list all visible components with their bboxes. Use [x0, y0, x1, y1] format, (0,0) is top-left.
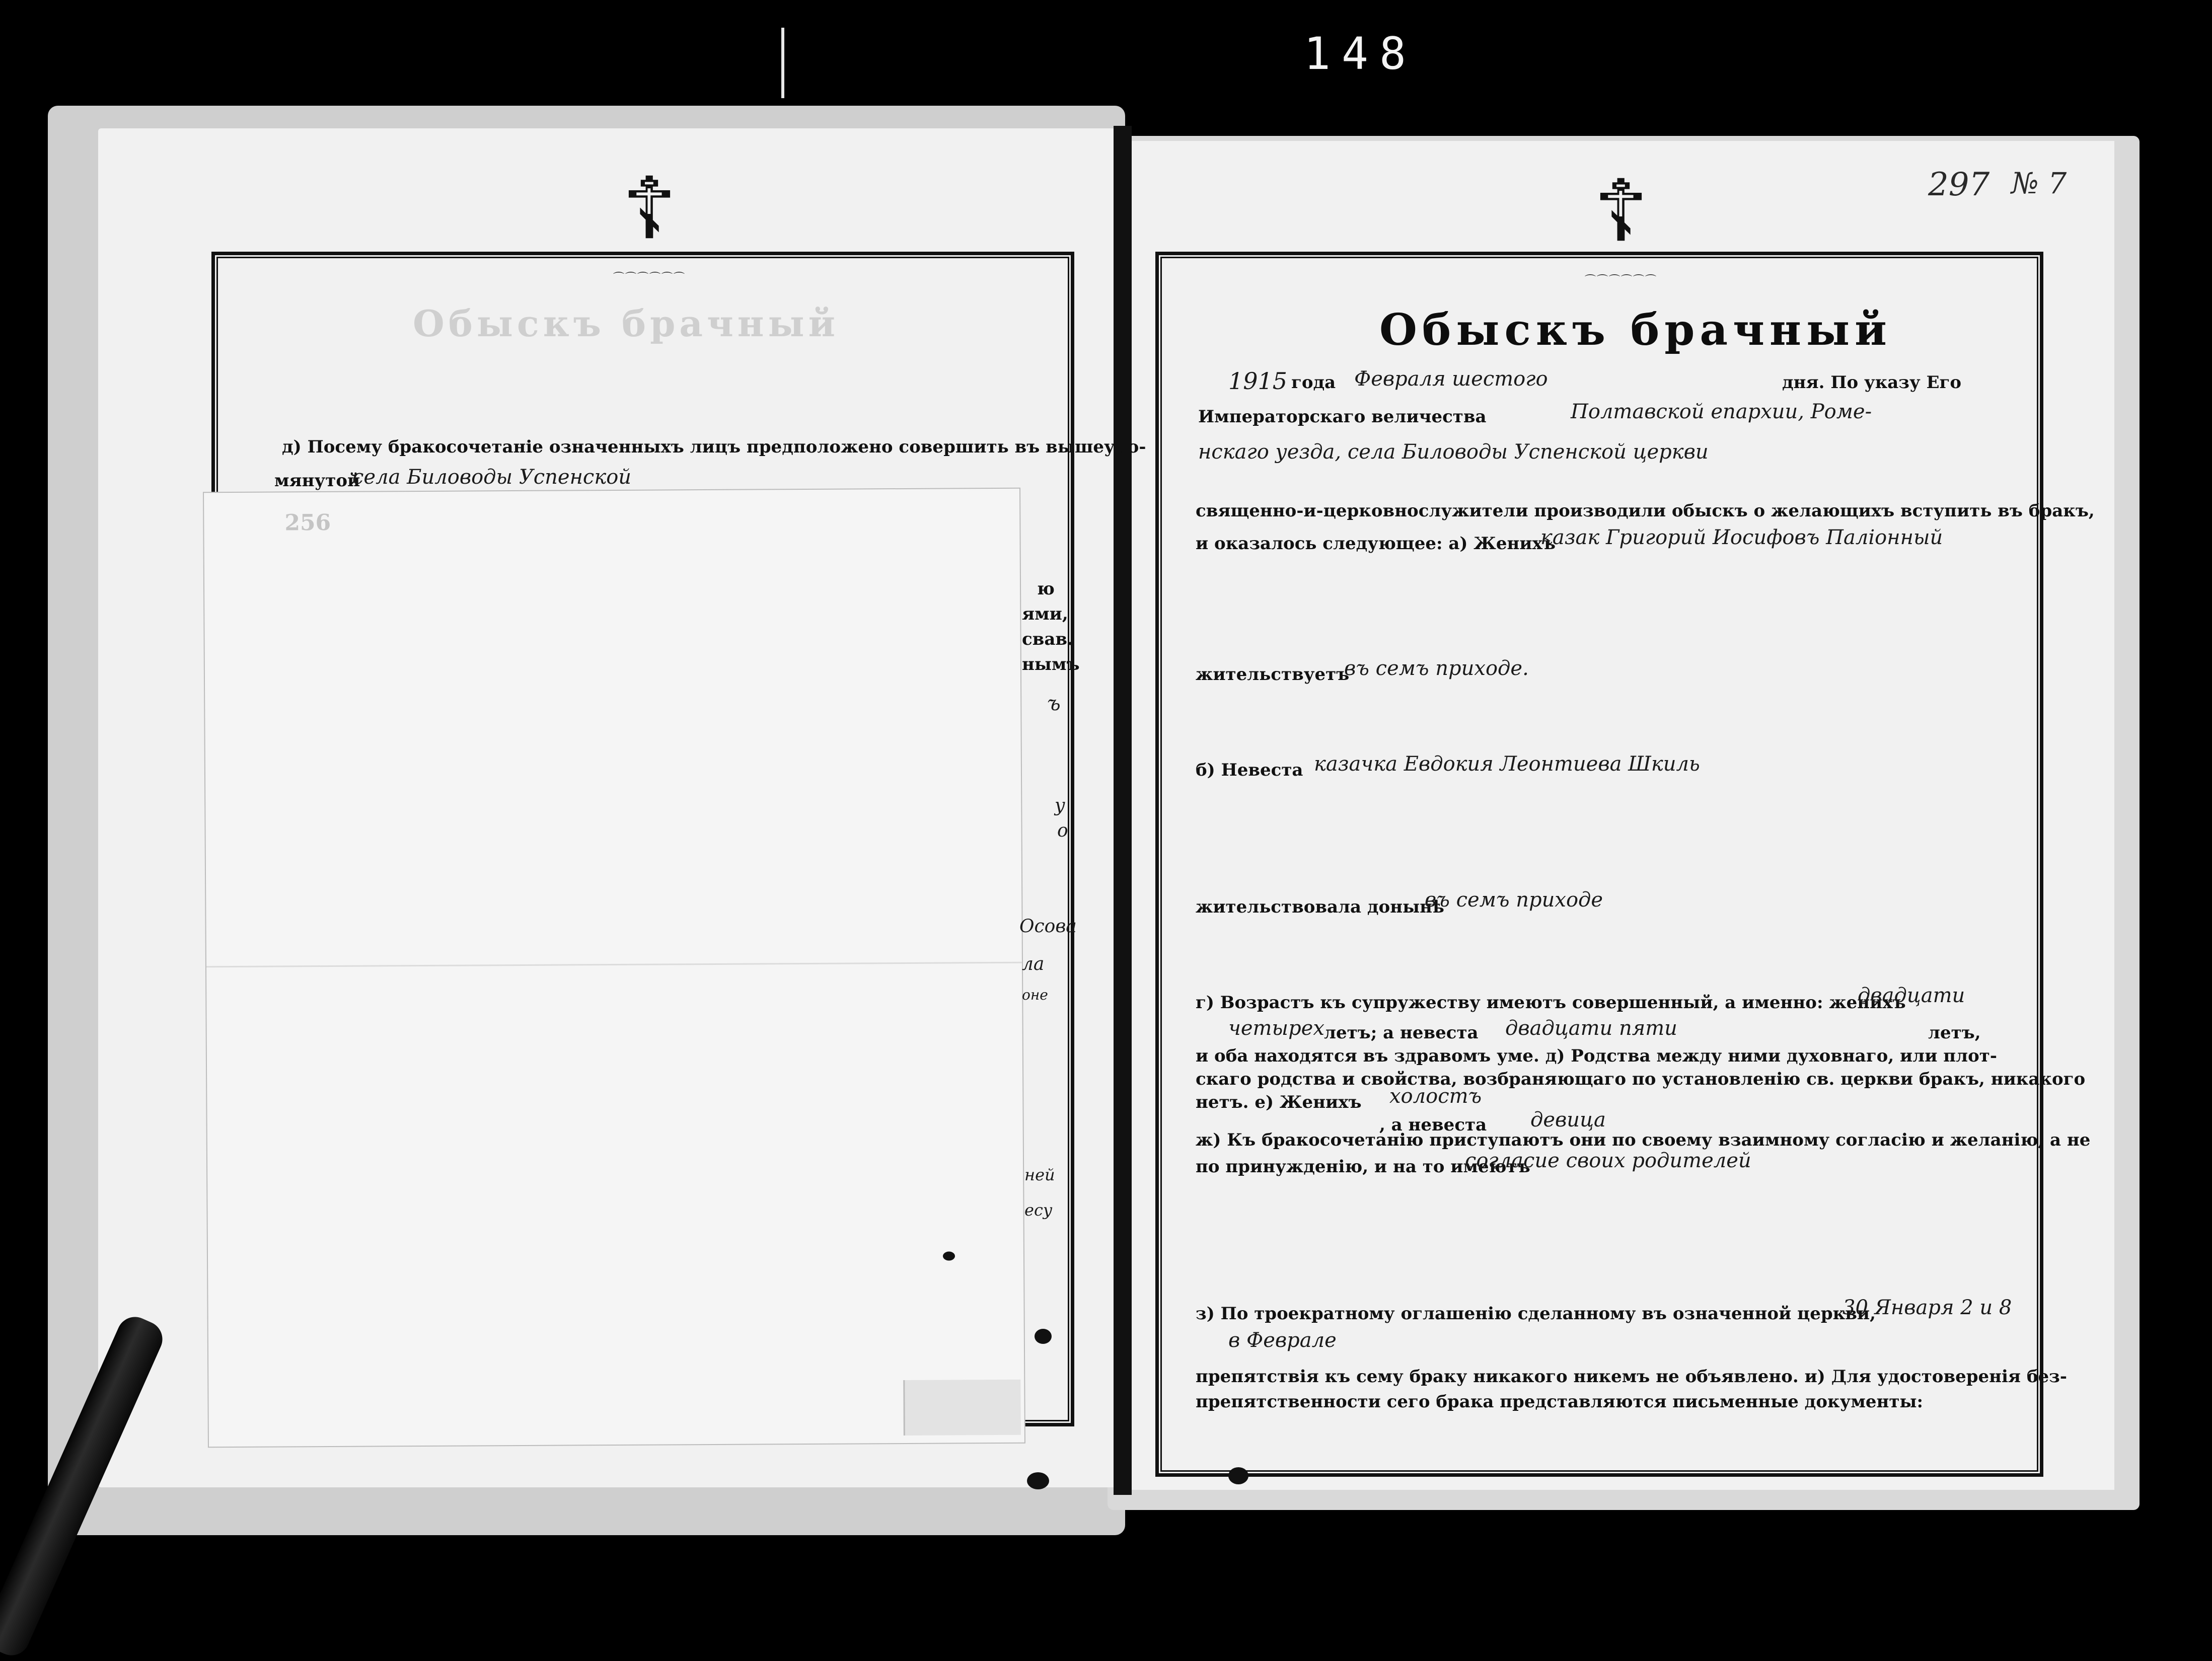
kinship-line-printed: скаго родства и свойства, возбраняющаго по установленію св. церкви бракъ, никакого	[1196, 1069, 2086, 1089]
parish-handwritten: нскаго уезда, села Биловоды Успенской церкви	[1198, 440, 1709, 464]
left-ink-blot-2	[1027, 1472, 1049, 1489]
clergy-line-printed: священно-и-церковнослужители производили обыскъ о желающихъ вступить въ бракъ,	[1196, 501, 2095, 521]
sheet-faint-number: 256	[284, 509, 331, 536]
right-ink-blot	[1228, 1467, 1248, 1484]
consent-line-2-printed: по принужденію, и на то имеютъ	[1196, 1157, 1530, 1177]
left-faded-heading: Обыскъ брачный	[413, 302, 840, 345]
majesty-printed: Императорскаго величества	[1198, 407, 1487, 427]
sheet-fold-line	[206, 962, 1022, 967]
bride-label-printed: б) Невеста	[1196, 760, 1303, 780]
form-title: Обыскъ брачный	[1379, 305, 1892, 355]
left-partial-text-2: ями,	[1022, 604, 1068, 624]
left-item-d-printed: д) Посему бракосочетаніе означенныхъ лицъ предположено совершить въ вышеупо-	[282, 437, 1146, 457]
banns-printed: з) По троекратному оглашенію сделанному въ означенной церкви,	[1196, 1304, 1876, 1324]
dnya-printed: дня. По указу Его	[1782, 372, 1962, 393]
book-spine	[1114, 126, 1132, 1495]
arms-banner-right: ⌒⌒⌒⌒⌒⌒	[1584, 274, 1657, 287]
groom-name-handwritten: казак Григорий Иосифовъ Палiонный	[1540, 526, 1943, 549]
status-printed-b: , а невеста	[1379, 1115, 1487, 1135]
right-form-frame	[1155, 252, 2043, 1477]
arms-banner-left: ⌒⌒⌒⌒⌒⌒	[613, 272, 686, 284]
groom-age-handwritten-a: двадцати	[1858, 984, 1965, 1007]
bride-age-handwritten: двадцати пяти	[1505, 1017, 1677, 1040]
left-partial-text-3: свав.	[1022, 629, 1073, 649]
year-handwritten: 1915	[1228, 367, 1288, 395]
groom-residence-printed: жительствуетъ	[1196, 664, 1350, 685]
bride-residence-handwritten: въ семъ приходе	[1425, 888, 1603, 912]
edge-fragment-8: есу	[1024, 1200, 1053, 1220]
left-item-d-handwritten: села Биловоды Успенской	[352, 466, 632, 489]
age-printed-c: летъ,	[1928, 1023, 1981, 1043]
bride-residence-printed: жительствовала донынѣ	[1196, 897, 1444, 917]
left-partial-text-4: нымъ	[1022, 654, 1080, 674]
coat-of-arms-right-icon: ☦	[1593, 162, 1649, 261]
archive-margin-mark	[781, 28, 784, 98]
edge-fragment-3: о	[1057, 820, 1068, 841]
impediments-line-1-printed: препятствія къ сему браку никакого никемъ не объявлено. и) Для удостоверенія без-	[1196, 1367, 2067, 1387]
inserted-sheet	[204, 489, 1024, 1447]
edge-fragment-7: ней	[1024, 1165, 1055, 1184]
banns-month-handwritten: в Феврале	[1228, 1329, 1337, 1352]
groom-residence-handwritten: въ семъ приходе.	[1344, 657, 1529, 680]
health-line-printed: и оба находятся въ здравомъ уме. д) Родства между ними духовнаго, или плот-	[1196, 1046, 1997, 1066]
groom-status-handwritten: холостъ	[1389, 1085, 1482, 1108]
month-day-handwritten: Февраля шестого	[1354, 367, 1548, 391]
goda-printed: года	[1291, 372, 1336, 393]
bride-status-handwritten: девица	[1530, 1108, 1606, 1131]
groom-label-printed: и оказалось следующее: а) Женихъ	[1196, 534, 1556, 554]
left-partial-text-1: ю	[1037, 579, 1055, 599]
archive-page-number: 148	[1304, 28, 1417, 80]
folio-sheet-number: № 7	[2011, 166, 2067, 200]
age-printed-b: летъ; а невеста	[1324, 1023, 1479, 1043]
folio-stamp-number: 297	[1928, 166, 1990, 203]
consent-line-1-printed: ж) Къ бракосочетанію приступаютъ они по своему взаимному согласію и желанію, а не	[1196, 1130, 2091, 1150]
edge-fragment-4: Осова	[1019, 916, 1077, 937]
banns-dates-handwritten: 30 Января 2 и 8	[1842, 1296, 2012, 1319]
sheet-ink-spot	[943, 1251, 955, 1260]
consent-handwritten: согласие своих родителей	[1465, 1149, 1751, 1172]
edge-fragment-1: ъ	[1047, 692, 1061, 715]
edge-fragment-6: оне	[1022, 987, 1048, 1003]
eparchy-handwritten: Полтавской епархии, Роме-	[1571, 400, 1872, 423]
impediments-line-2-printed: препятственности сего брака представляются письменные документы:	[1196, 1392, 1924, 1412]
sheet-torn-corner	[903, 1380, 1021, 1436]
status-printed-a: нетъ. е) Женихъ	[1196, 1092, 1362, 1112]
coat-of-arms-left-icon: ☦	[621, 159, 678, 259]
groom-age-handwritten-b: четырех	[1228, 1017, 1324, 1040]
left-item-d-printed-2: мянутой	[274, 471, 360, 491]
bride-name-handwritten: казачка Евдокия Леонтиева Шкиль	[1314, 752, 1700, 776]
edge-fragment-2: у	[1055, 795, 1065, 816]
left-ink-blot-1	[1035, 1329, 1052, 1344]
edge-fragment-5: ла	[1022, 954, 1045, 974]
age-printed-a: г) Возрастъ къ супружеству имеютъ совершенный, а именно: женихъ	[1196, 993, 1906, 1013]
